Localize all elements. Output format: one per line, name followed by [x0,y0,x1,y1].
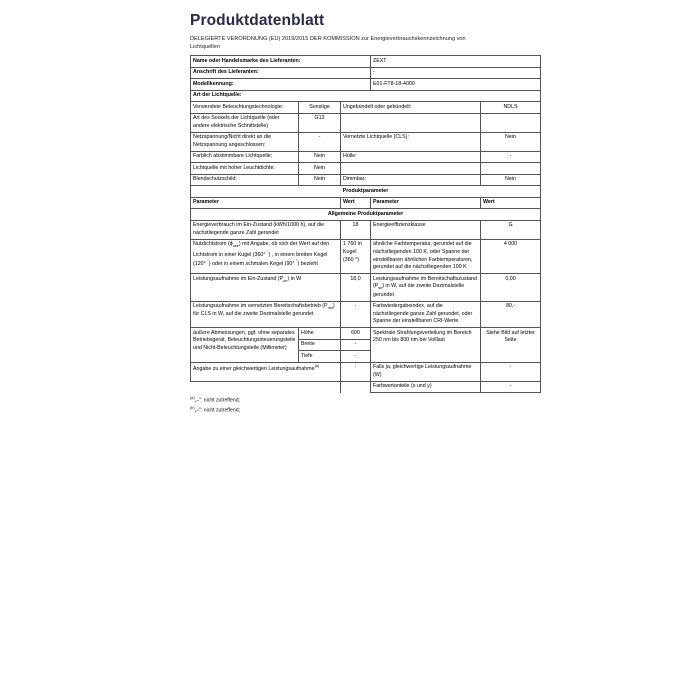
row-label-2: ähnliche Farbtemperatur, gerundet auf die nächstliegenden 100 K, oder Spanne der einstellbaren ähnlichen Farbtemperaturen, gerundet auf die nächstliegenden 100 K [371,239,481,273]
footnote-marker: (a) [314,364,320,369]
dimension-value: - [341,339,371,351]
row-label: Farblich abstimmbare Lichtquelle: [191,151,299,163]
footnote-item [190,396,540,405]
supplier-address-label: Anschrift des Lieferanten: [191,67,371,79]
section-product-parameters-label: Produktparameter [191,186,541,198]
dimension-name: Höhe [299,328,341,340]
model-label: Modellkennung: [191,79,371,91]
section-light-source-type [191,90,541,102]
row-label: Netzspannung/Nicht direkt an die Netzspannung angeschlossen: [191,132,299,151]
row-label: Leistungsaufnahme im vernetzten Bereitschaftsbetrieb $(P_{net})$ für CLS in W, auf die zweite Dezimalstelle gerundet [191,301,341,328]
header-wert: Wert [341,197,371,209]
section-general-parameters [191,209,541,221]
row-label: Nutzlichtstrom (ɸ$_{use}$) mit Angabe, ob sich der Wert auf den Lichtstrom in einer Kugel (360° °) , in einem breiten Kegel (120° °) oder in einem schmalen Kegel (90° °) bezieht [191,239,341,273]
model-value: E01-FT8-18-4000 [371,79,541,91]
row-value-2 [481,163,541,175]
row-label [191,362,341,381]
row-value-2: - [481,151,541,163]
row-label: Verwendete Beleuchtungstechnologie: [191,102,299,114]
row-label-2: Hülle: [341,151,481,163]
header-parameter: Parameter [191,197,341,209]
row-value: 18,0 [341,274,371,301]
table-row [191,220,541,239]
regulation-subtitle: DELEGIERTE VERORDNUNG (EU) 2019/2015 DER KOMMISSION zur Energieverbrauchskennzeichnung von Lichtquellen [190,36,466,51]
row-label-2: Energieeffizienzklasse [371,220,481,239]
row-value: 18 [341,220,371,239]
row-value-2: 80,- [481,301,541,328]
row-value-2: NDLS [481,102,541,114]
dimensions-label: äußere Abmessungen, ggf. ohne separates Betriebsgerät, Beleuchtungssteuerungsteile und Nicht-Beleuchtungsteile (Millimeter) [191,328,299,363]
row-label: Blendschutzschild: [191,174,299,186]
table-row-equivalent-power [191,362,541,381]
row-label: Art des Sockels der Lichtquelle (oder andere elektrische Schnittstelle) [191,113,299,132]
page-title: Produktdatenblatt [190,12,325,29]
table-row [191,239,541,273]
table-row [191,132,541,151]
dimension-value: 600 [341,328,371,340]
spectral-distribution-value: Siehe Bild auf letzter Seite [481,328,541,363]
row-value [341,381,371,393]
section-general-parameters-label: Allgemeine Produktparameter [191,209,541,221]
row-value: Nein [299,151,341,163]
row-value: 1 760 in Kugel (360 °) [341,239,371,273]
section-light-source-type-label: Art der Lichtquelle: [191,90,541,102]
footnote-marker: (b) [190,406,195,411]
header-wert-2: Wert [481,197,541,209]
row-value-2: Nein [481,174,541,186]
table-row [191,113,541,132]
table-row-supplier-address [191,67,541,79]
row-value-2 [481,113,541,132]
row-value: - [299,132,341,151]
row-label-2: Farbwertanteile (x und y) [371,381,481,393]
supplier-address-value: - [371,67,541,79]
row-label: Energieverbrauch im Ein-Zustand (kWh/1000 h), auf die nächstliegende ganze Zahl gerundet [191,220,341,239]
table-row-supplier-name [191,56,541,68]
table-row-model [191,79,541,91]
row-value-2: 4 000 [481,239,541,273]
row-value: Nein [299,174,341,186]
dimension-name: Tiefe [299,351,341,363]
row-value-2: - [481,362,541,381]
spectral-distribution-label: Spektrale Strahlungsverteilung im Bereich 250 nm bis 800 nm bei Volllast [371,328,481,363]
table-header-row [191,197,541,209]
table-row [191,163,541,175]
row-label-2: Dimmbar: [341,174,481,186]
footnotes [190,396,540,416]
table-row [191,274,541,301]
datasheet-table [190,55,541,393]
table-row [191,151,541,163]
equivalent-power-label: Angabe zu einer gleichwertigen Leistungsaufnahme [193,365,315,372]
row-label: Lichtquelle mit hoher Leuchtdichte: [191,163,299,175]
header-parameter-2: Parameter [371,197,481,209]
row-value-2: Nein [481,132,541,151]
table-row [191,102,541,114]
row-value-2: - [481,381,541,393]
row-value-2: G [481,220,541,239]
row-label-2: Leistungsaufnahme im Bereitschaftszustand $(P_{sb})$ in W, auf die zweite Dezimalstelle gerundet [371,274,481,301]
supplier-name-value: ZEXT [371,56,541,68]
dimension-name: Breite [299,339,341,351]
table-row-color-coordinates [191,381,541,393]
row-value: Sonstige [299,102,341,114]
row-label-2: Vernetzte Lichtquelle (CLS): [341,132,481,151]
table-row-dimensions [191,328,541,340]
row-value: Nein [299,163,341,175]
row-value-2: 0,00 [481,274,541,301]
row-label: Leistungsaufnahme im Ein-Zustand $(P_{on})$ in W [191,274,341,301]
table-row [191,301,541,328]
row-label-2: Ungebündelt oder gebündelt: [341,102,481,114]
row-label-2: Falls ja, gleichwertige Leistungsaufnahme (W) [371,362,481,381]
footnote-item [190,406,540,415]
footnote-marker: (a) [190,396,195,401]
row-label [191,381,341,393]
footnote-text: „–": nicht zutreffend; [194,408,240,415]
section-product-parameters [191,186,541,198]
row-value: - [341,362,371,381]
dimension-value: - [341,351,371,363]
row-label-2 [341,163,481,175]
table-row [191,174,541,186]
row-label-2: Farbwiedergabeindex, auf die nächstliegende ganze Zahl gerundet, oder Spanne der einstellbaren CRI-Werte [371,301,481,328]
supplier-name-label: Name oder Handelsmarke des Lieferanten: [191,56,371,68]
footnote-text: „–": nicht zutreffend; [194,397,240,404]
row-value: - [341,301,371,328]
row-value: G13 [299,113,341,132]
row-label-2 [341,113,481,132]
